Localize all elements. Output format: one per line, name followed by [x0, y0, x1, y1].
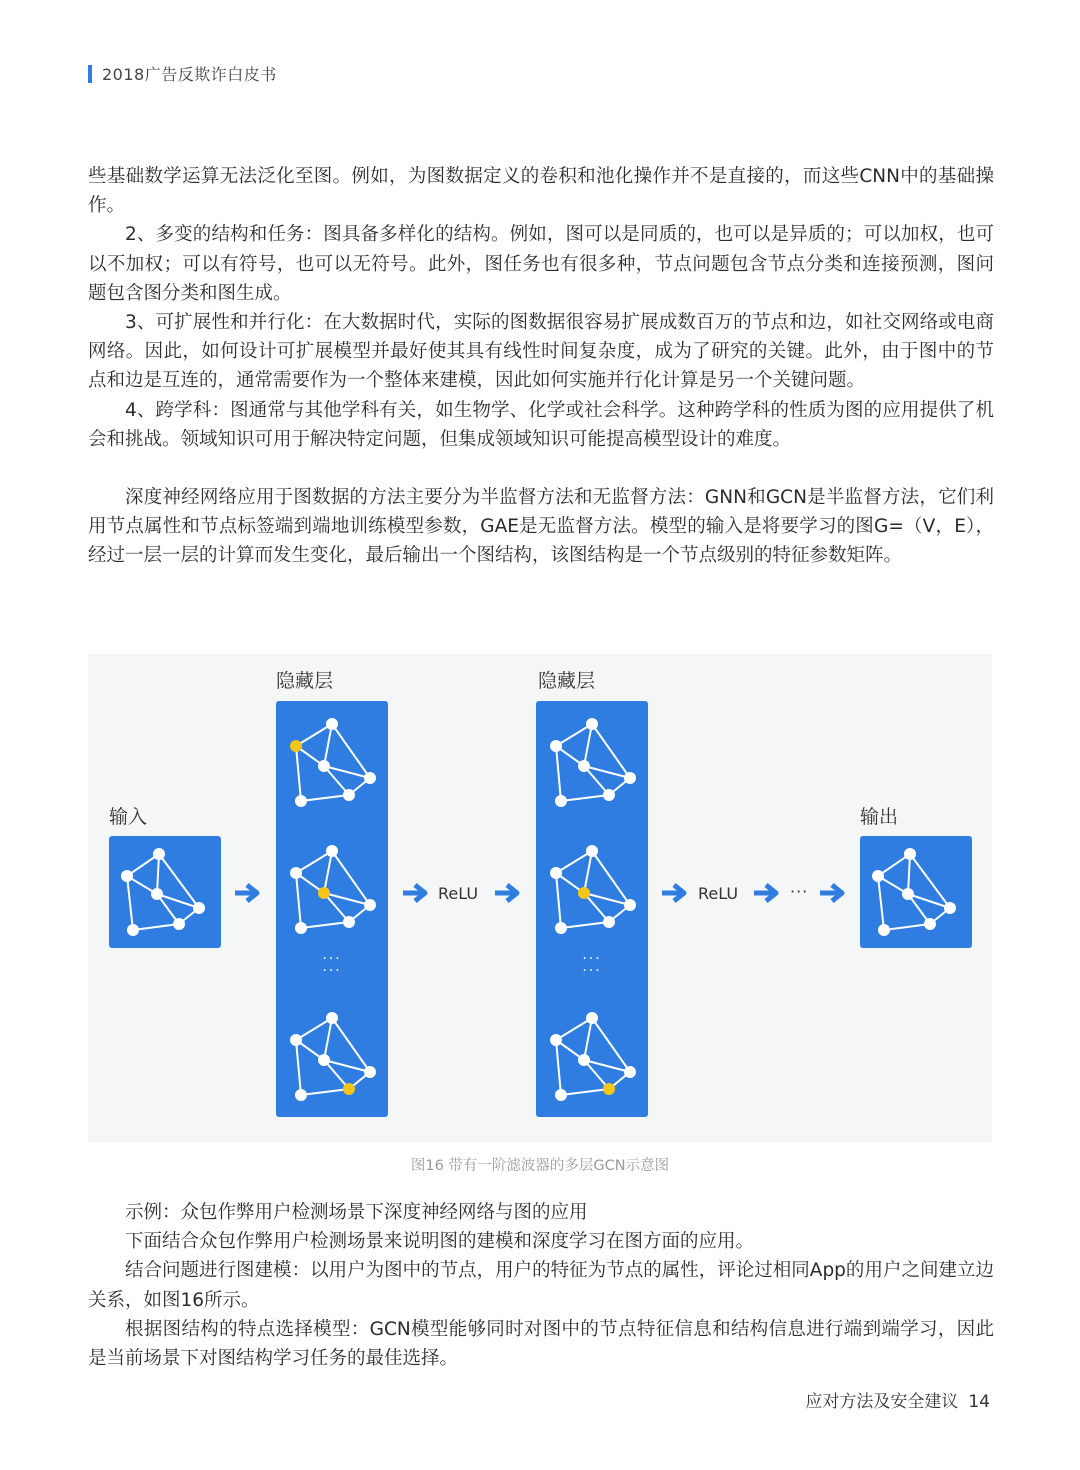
vertical-ellipsis: ··· ··· — [582, 951, 602, 979]
arrow-right-icon — [818, 882, 850, 904]
paragraph: 4、跨学科：图通常与其他学科有关，如生物学、化学或社会科学。这种跨学科的性质为图的应用提供了机会和挑战。领域知识可用于解决特定问题，但集成领域知识可能提高模型设计的难度。 — [88, 399, 994, 450]
paragraph: 些基础数学运算无法泛化至图。例如，为图数据定义的卷积和池化操作并不是直接的，而这些CNN中的基础操作。 — [88, 166, 994, 217]
graph-icon — [276, 709, 388, 821]
relu-label-2: ReLU — [698, 884, 739, 903]
paragraph: 3、可扩展性和并行化：在大数据时代，实际的图数据很容易扩展成数百万的节点和边，如社交网络或电商网络。因此，如何设计可扩展模型并最好使其具有线性时间复杂度，成为了研究的关键。此外，由于图中的节点和边是互连的，通常需要作为一个整体来建模，因此如何实施并行化计算是另一个关键问题。 — [88, 312, 994, 392]
page-footer — [805, 1387, 990, 1412]
relu-label-1: ReLU — [438, 884, 479, 903]
paragraph: 结合问题进行图建模：以用户为图中的节点，用户的特征为节点的属性，评论过相同App的用户之间建立边关系，如图16所示。 — [88, 1260, 994, 1311]
arrow-right-icon — [401, 882, 433, 904]
arrow-right-icon — [493, 882, 525, 904]
vertical-ellipsis: ··· ··· — [322, 951, 342, 979]
graph-icon — [276, 1003, 388, 1115]
footer-section-title: 应对方法及安全建议 — [805, 1392, 959, 1412]
paragraph: 示例：众包作弊用户检测场景下深度神经网络与图的应用 — [125, 1202, 588, 1223]
body-text-top — [88, 162, 994, 571]
ellipsis-label: ··· — [790, 882, 809, 901]
paragraph: 2、多变的结构和任务：图具备多样化的结构。例如，图可以是同质的，也可以是异质的；可以加权，也可以不加权；可以有符号，也可以无符号。此外，图任务也有很多种，节点问题包含节点分类和连接预测，图问题包含图分类和图生成。 — [88, 224, 994, 304]
hidden-layer-label-2: 隐藏层 — [538, 670, 596, 692]
arrow-right-icon — [752, 882, 784, 904]
header-title: 2018广告反欺诈白皮书 — [102, 65, 277, 84]
graph-icon — [109, 836, 221, 948]
gcn-diagram — [88, 654, 992, 1142]
input-label: 输入 — [109, 806, 148, 828]
page-number: 14 — [968, 1392, 990, 1412]
hidden-layer-label-1: 隐藏层 — [276, 670, 334, 692]
graph-icon — [536, 709, 648, 821]
output-graph-panel — [860, 836, 972, 948]
graph-icon — [536, 1003, 648, 1115]
graph-icon — [860, 836, 972, 948]
header-accent-bar — [88, 65, 92, 83]
body-text-bottom — [88, 1198, 994, 1373]
output-label: 输出 — [860, 806, 899, 828]
paragraph: 深度神经网络应用于图数据的方法主要分为半监督方法和无监督方法：GNN和GCN是半监督方法，它们利用节点属性和节点标签端到端地训练模型参数，GAE是无监督方法。模型的输入是将要学习的图G=（V，E），经过一层一层的计算而发生变化，最后输出一个图结构，该图结构是一个节点级别的特征参数矩阵。 — [88, 487, 994, 567]
paragraph: 根据图结构的特点选择模型：GCN模型能够同时对图中的节点特征信息和结构信息进行端到端学习，因此是当前场景下对图结构学习任务的最佳选择。 — [88, 1318, 994, 1370]
paragraph: 下面结合众包作弊用户检测场景来说明图的建模和深度学习在图方面的应用。 — [125, 1231, 755, 1253]
page-header — [88, 62, 277, 85]
hidden-layer-panel-1 — [276, 701, 388, 1117]
figure-caption: 图16 带有一阶滤波器的多层GCN示意图 — [410, 1158, 670, 1174]
graph-icon — [536, 836, 648, 948]
input-graph-panel — [109, 836, 221, 948]
graph-icon — [276, 836, 388, 948]
arrow-right-icon — [660, 882, 692, 904]
hidden-layer-panel-2 — [536, 701, 648, 1117]
arrow-right-icon — [233, 882, 265, 904]
